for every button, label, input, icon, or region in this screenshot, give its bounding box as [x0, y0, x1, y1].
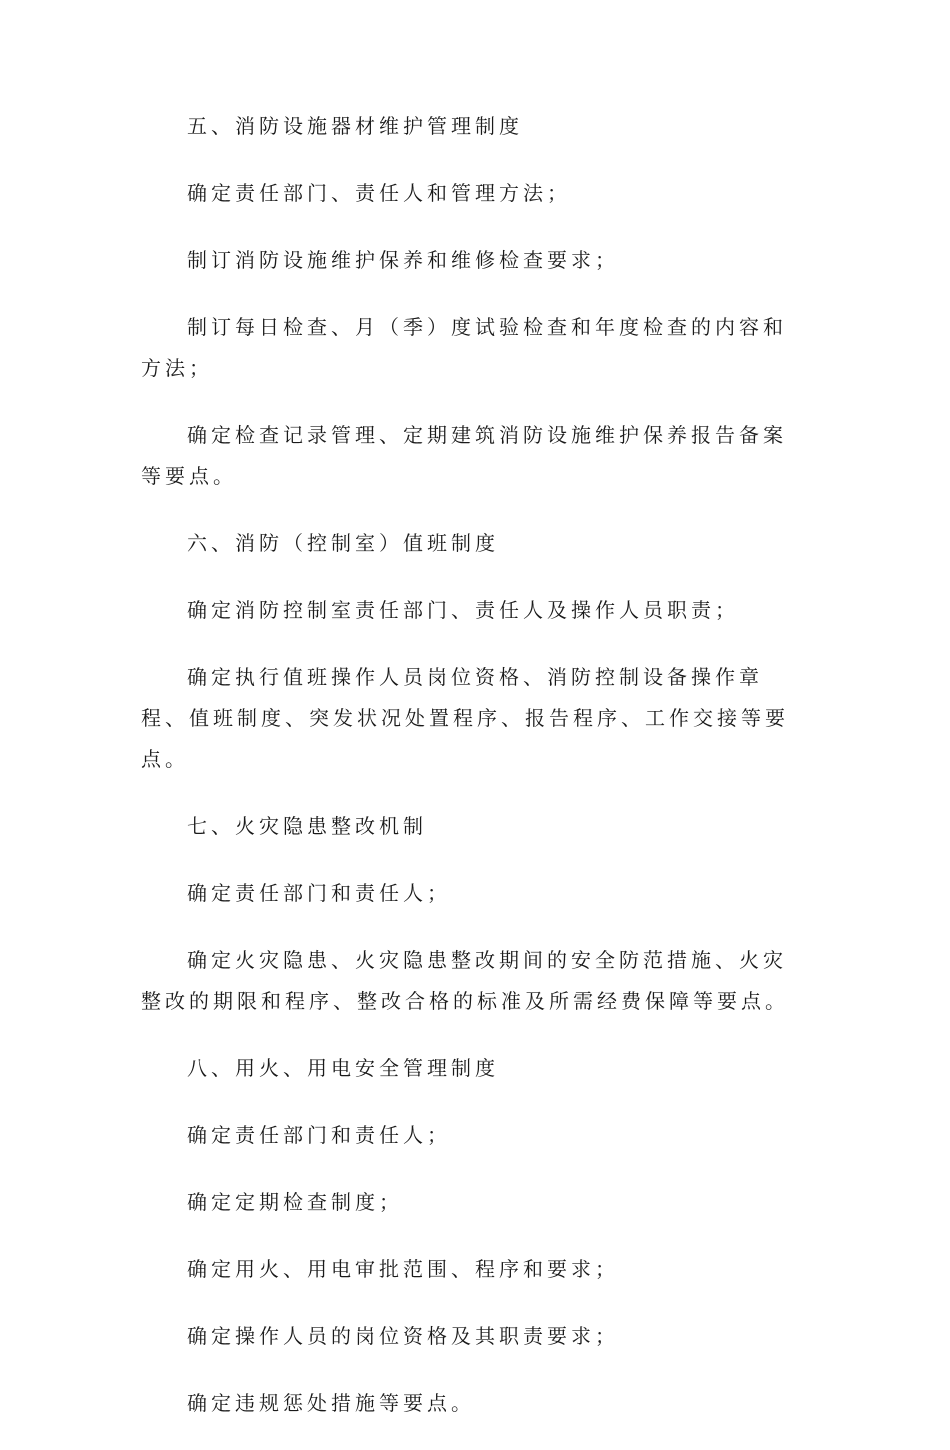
document-body — [141, 106, 806, 1450]
paragraph: 制订消防设施维护保养和维修检查要求； — [187, 248, 619, 272]
paragraph: 确定定期检查制度； — [187, 1190, 403, 1214]
paragraph: 确定违规惩处措施等要点。 — [187, 1391, 475, 1415]
paragraph: 确定用火、用电审批范围、程序和要求； — [187, 1257, 619, 1281]
paragraph: 确定责任部门、责任人和管理方法； — [187, 181, 571, 205]
paragraph: 确定责任部门和责任人； — [187, 1123, 451, 1147]
paragraph: 确定火灾隐患、火灾隐患整改期间的安全防范措施、火灾整改的期限和程序、整改合格的标准及所需经费保障等要点。 — [141, 948, 789, 1013]
section-heading-6: 六、消防（控制室）值班制度 — [187, 531, 499, 555]
paragraph: 确定检查记录管理、定期建筑消防设施维护保养报告备案等要点。 — [141, 423, 787, 488]
paragraph: 制订每日检查、月（季）度试验检查和年度检查的内容和方法； — [141, 315, 787, 380]
section-heading-5: 五、消防设施器材维护管理制度 — [187, 114, 523, 138]
paragraph: 确定消防控制室责任部门、责任人及操作人员职责； — [187, 598, 739, 622]
paragraph: 确定操作人员的岗位资格及其职责要求； — [187, 1324, 619, 1348]
paragraph: 确定执行值班操作人员岗位资格、消防控制设备操作章程、值班制度、突发状况处置程序、报告程序、工作交接等要点。 — [141, 665, 789, 771]
section-heading-7: 七、火灾隐患整改机制 — [187, 814, 427, 838]
paragraph: 确定责任部门和责任人； — [187, 881, 451, 905]
section-heading-8: 八、用火、用电安全管理制度 — [187, 1056, 499, 1080]
